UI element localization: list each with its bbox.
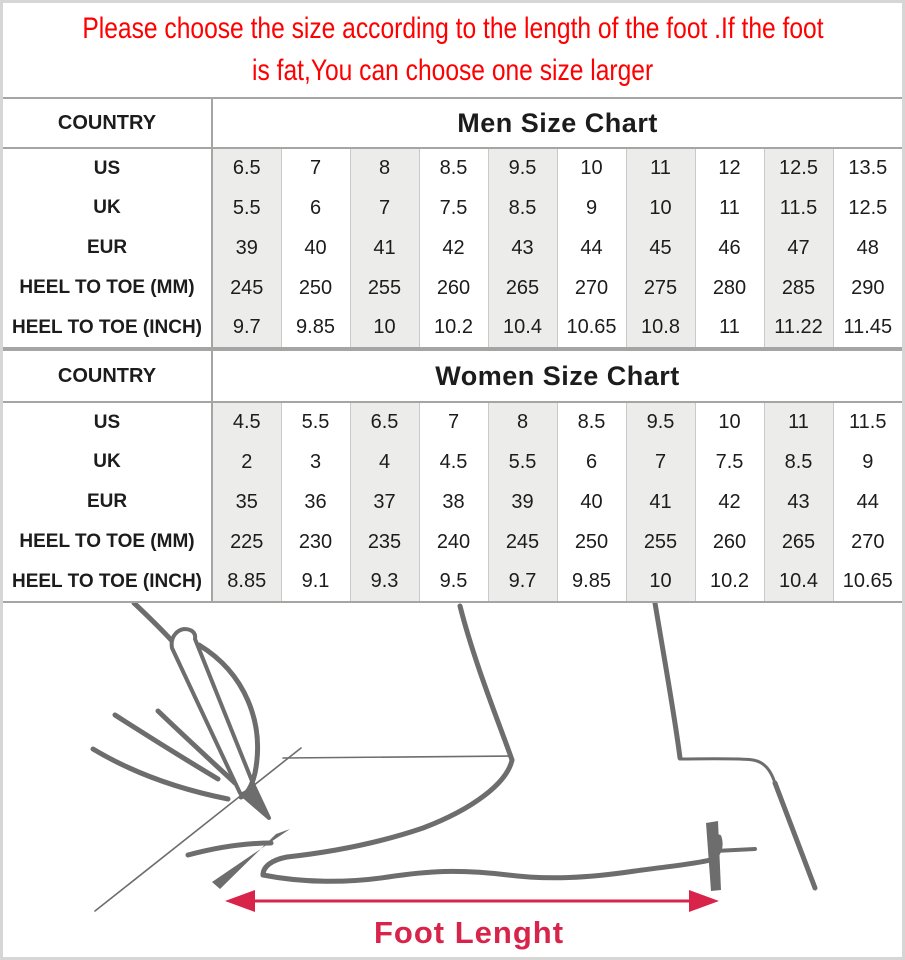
size-cell: 10.2 — [419, 308, 488, 348]
country-header: COUNTRY — [3, 98, 212, 148]
table-row — [3, 308, 902, 348]
size-cell: 5.5 — [212, 188, 281, 228]
size-cell: 9.5 — [488, 148, 557, 188]
notice-line-1: Please choose the size according to the length of the foot .If the foot — [81, 12, 824, 45]
size-cell: 40 — [557, 482, 626, 522]
size-cell: 45 — [626, 228, 695, 268]
size-cell: 265 — [488, 268, 557, 308]
size-cell: 41 — [350, 228, 419, 268]
size-cell: 11.22 — [764, 308, 833, 348]
foot-length-arrow — [225, 890, 719, 912]
foot-drawing-svg — [3, 603, 902, 957]
size-cell: 9.7 — [212, 308, 281, 348]
size-cell: 290 — [833, 268, 902, 308]
size-cell: 285 — [764, 268, 833, 308]
size-cell: 10.65 — [557, 308, 626, 348]
size-cell: 42 — [695, 482, 764, 522]
size-cell: 43 — [764, 482, 833, 522]
size-cell: 43 — [488, 228, 557, 268]
size-cell: 7 — [626, 442, 695, 482]
chart-title: Women Size Chart — [212, 350, 902, 402]
size-cell: 270 — [833, 522, 902, 562]
size-cell: 11.5 — [833, 402, 902, 442]
size-cell: 8 — [488, 402, 557, 442]
size-cell: 10 — [557, 148, 626, 188]
size-cell: 10.4 — [764, 562, 833, 602]
size-cell: 35 — [212, 482, 281, 522]
size-cell: 10.65 — [833, 562, 902, 602]
row-label: HEEL TO TOE (INCH) — [3, 562, 212, 602]
size-cell: 275 — [626, 268, 695, 308]
size-cell: 4.5 — [212, 402, 281, 442]
size-cell: 41 — [626, 482, 695, 522]
row-label: HEEL TO TOE (MM) — [3, 522, 212, 562]
size-cell: 39 — [212, 228, 281, 268]
size-cell: 245 — [212, 268, 281, 308]
size-cell: 8.5 — [488, 188, 557, 228]
size-cell: 6 — [281, 188, 350, 228]
men-size-table — [3, 97, 902, 349]
size-cell: 255 — [626, 522, 695, 562]
size-cell: 9.85 — [281, 308, 350, 348]
size-cell: 4 — [350, 442, 419, 482]
sole-line — [263, 837, 720, 881]
size-cell: 8.5 — [419, 148, 488, 188]
chart-title: Men Size Chart — [212, 98, 902, 148]
size-cell: 8.5 — [557, 402, 626, 442]
row-label: HEEL TO TOE (INCH) — [3, 308, 212, 348]
size-cell: 8 — [350, 148, 419, 188]
size-cell: 9.3 — [350, 562, 419, 602]
heel-tick-mark — [706, 821, 721, 891]
traced-marking-line — [283, 756, 511, 758]
size-cell: 10 — [626, 188, 695, 228]
size-cell: 6.5 — [350, 402, 419, 442]
row-label: UK — [3, 188, 212, 228]
table-header-row — [3, 98, 902, 148]
row-label: HEEL TO TOE (MM) — [3, 268, 212, 308]
row-label: US — [3, 148, 212, 188]
size-cell: 260 — [419, 268, 488, 308]
size-cell: 11.5 — [764, 188, 833, 228]
size-cell: 12.5 — [833, 188, 902, 228]
size-cell: 9.7 — [488, 562, 557, 602]
size-cell: 12 — [695, 148, 764, 188]
table-row — [3, 482, 902, 522]
size-cell: 260 — [695, 522, 764, 562]
size-cell: 8.85 — [212, 562, 281, 602]
size-cell: 250 — [281, 268, 350, 308]
size-cell: 38 — [419, 482, 488, 522]
foot-length-label: Foot Lenght — [373, 915, 565, 950]
size-cell: 7.5 — [419, 188, 488, 228]
women-size-table — [3, 349, 902, 603]
size-cell: 9 — [833, 442, 902, 482]
size-cell: 9.85 — [557, 562, 626, 602]
table-row — [3, 522, 902, 562]
size-cell: 13.5 — [833, 148, 902, 188]
size-cell: 44 — [557, 228, 626, 268]
size-cell: 5.5 — [281, 402, 350, 442]
size-cell: 240 — [419, 522, 488, 562]
size-cell: 245 — [488, 522, 557, 562]
arrowhead-left — [225, 890, 255, 912]
table-row — [3, 228, 902, 268]
size-cell: 6.5 — [212, 148, 281, 188]
country-header: COUNTRY — [3, 350, 212, 402]
heel-mark-line — [715, 849, 755, 851]
ankle-horizontal-line — [680, 759, 775, 783]
leg-diagonal-line — [775, 783, 815, 888]
table-row — [3, 442, 902, 482]
size-cell: 7.5 — [695, 442, 764, 482]
table-row — [3, 402, 902, 442]
row-label: EUR — [3, 228, 212, 268]
size-cell: 42 — [419, 228, 488, 268]
wrist-line — [134, 603, 173, 642]
size-cell: 6 — [557, 442, 626, 482]
toe-front-line — [263, 857, 287, 875]
size-cell: 12.5 — [764, 148, 833, 188]
size-cell: 230 — [281, 522, 350, 562]
size-notice — [3, 3, 902, 97]
size-cell: 280 — [695, 268, 764, 308]
instep-line — [287, 760, 512, 857]
size-cell: 40 — [281, 228, 350, 268]
table-row — [3, 188, 902, 228]
size-cell: 4.5 — [419, 442, 488, 482]
size-cell: 46 — [695, 228, 764, 268]
size-cell: 7 — [419, 402, 488, 442]
row-label: UK — [3, 442, 212, 482]
size-cell: 44 — [833, 482, 902, 522]
size-cell: 10.8 — [626, 308, 695, 348]
table-row — [3, 562, 902, 602]
size-cell: 8.5 — [764, 442, 833, 482]
size-cell: 11 — [695, 188, 764, 228]
size-cell: 2 — [212, 442, 281, 482]
shin-front-line — [460, 606, 512, 760]
size-cell: 10.2 — [695, 562, 764, 602]
size-cell: 37 — [350, 482, 419, 522]
size-cell: 11 — [764, 402, 833, 442]
calf-back-line — [655, 603, 680, 758]
foot-measuring-diagram — [3, 603, 902, 957]
size-cell: 9.5 — [626, 402, 695, 442]
size-cell: 47 — [764, 228, 833, 268]
size-cell: 5.5 — [488, 442, 557, 482]
table-header-row — [3, 350, 902, 402]
size-cell: 10 — [695, 402, 764, 442]
size-cell: 39 — [488, 482, 557, 522]
size-cell: 265 — [764, 522, 833, 562]
size-cell: 255 — [350, 268, 419, 308]
size-cell: 10 — [350, 308, 419, 348]
row-label: US — [3, 402, 212, 442]
size-cell: 48 — [833, 228, 902, 268]
size-cell: 10.4 — [488, 308, 557, 348]
size-cell: 250 — [557, 522, 626, 562]
size-cell: 225 — [212, 522, 281, 562]
toe-mark-line — [188, 843, 271, 855]
notice-line-2: is fat,You can choose one size larger — [251, 54, 654, 87]
size-cell: 9.5 — [419, 562, 488, 602]
row-label: EUR — [3, 482, 212, 522]
size-cell: 11 — [695, 308, 764, 348]
size-cell: 36 — [281, 482, 350, 522]
size-cell: 270 — [557, 268, 626, 308]
size-cell: 3 — [281, 442, 350, 482]
size-cell: 7 — [281, 148, 350, 188]
size-cell: 10 — [626, 562, 695, 602]
size-cell: 11 — [626, 148, 695, 188]
table-row — [3, 148, 902, 188]
size-cell: 9 — [557, 188, 626, 228]
table-row — [3, 268, 902, 308]
size-cell: 7 — [350, 188, 419, 228]
arrowhead-right — [689, 890, 719, 912]
size-cell: 235 — [350, 522, 419, 562]
paper-edge-line — [95, 748, 301, 911]
size-cell: 9.1 — [281, 562, 350, 602]
size-cell: 11.45 — [833, 308, 902, 348]
